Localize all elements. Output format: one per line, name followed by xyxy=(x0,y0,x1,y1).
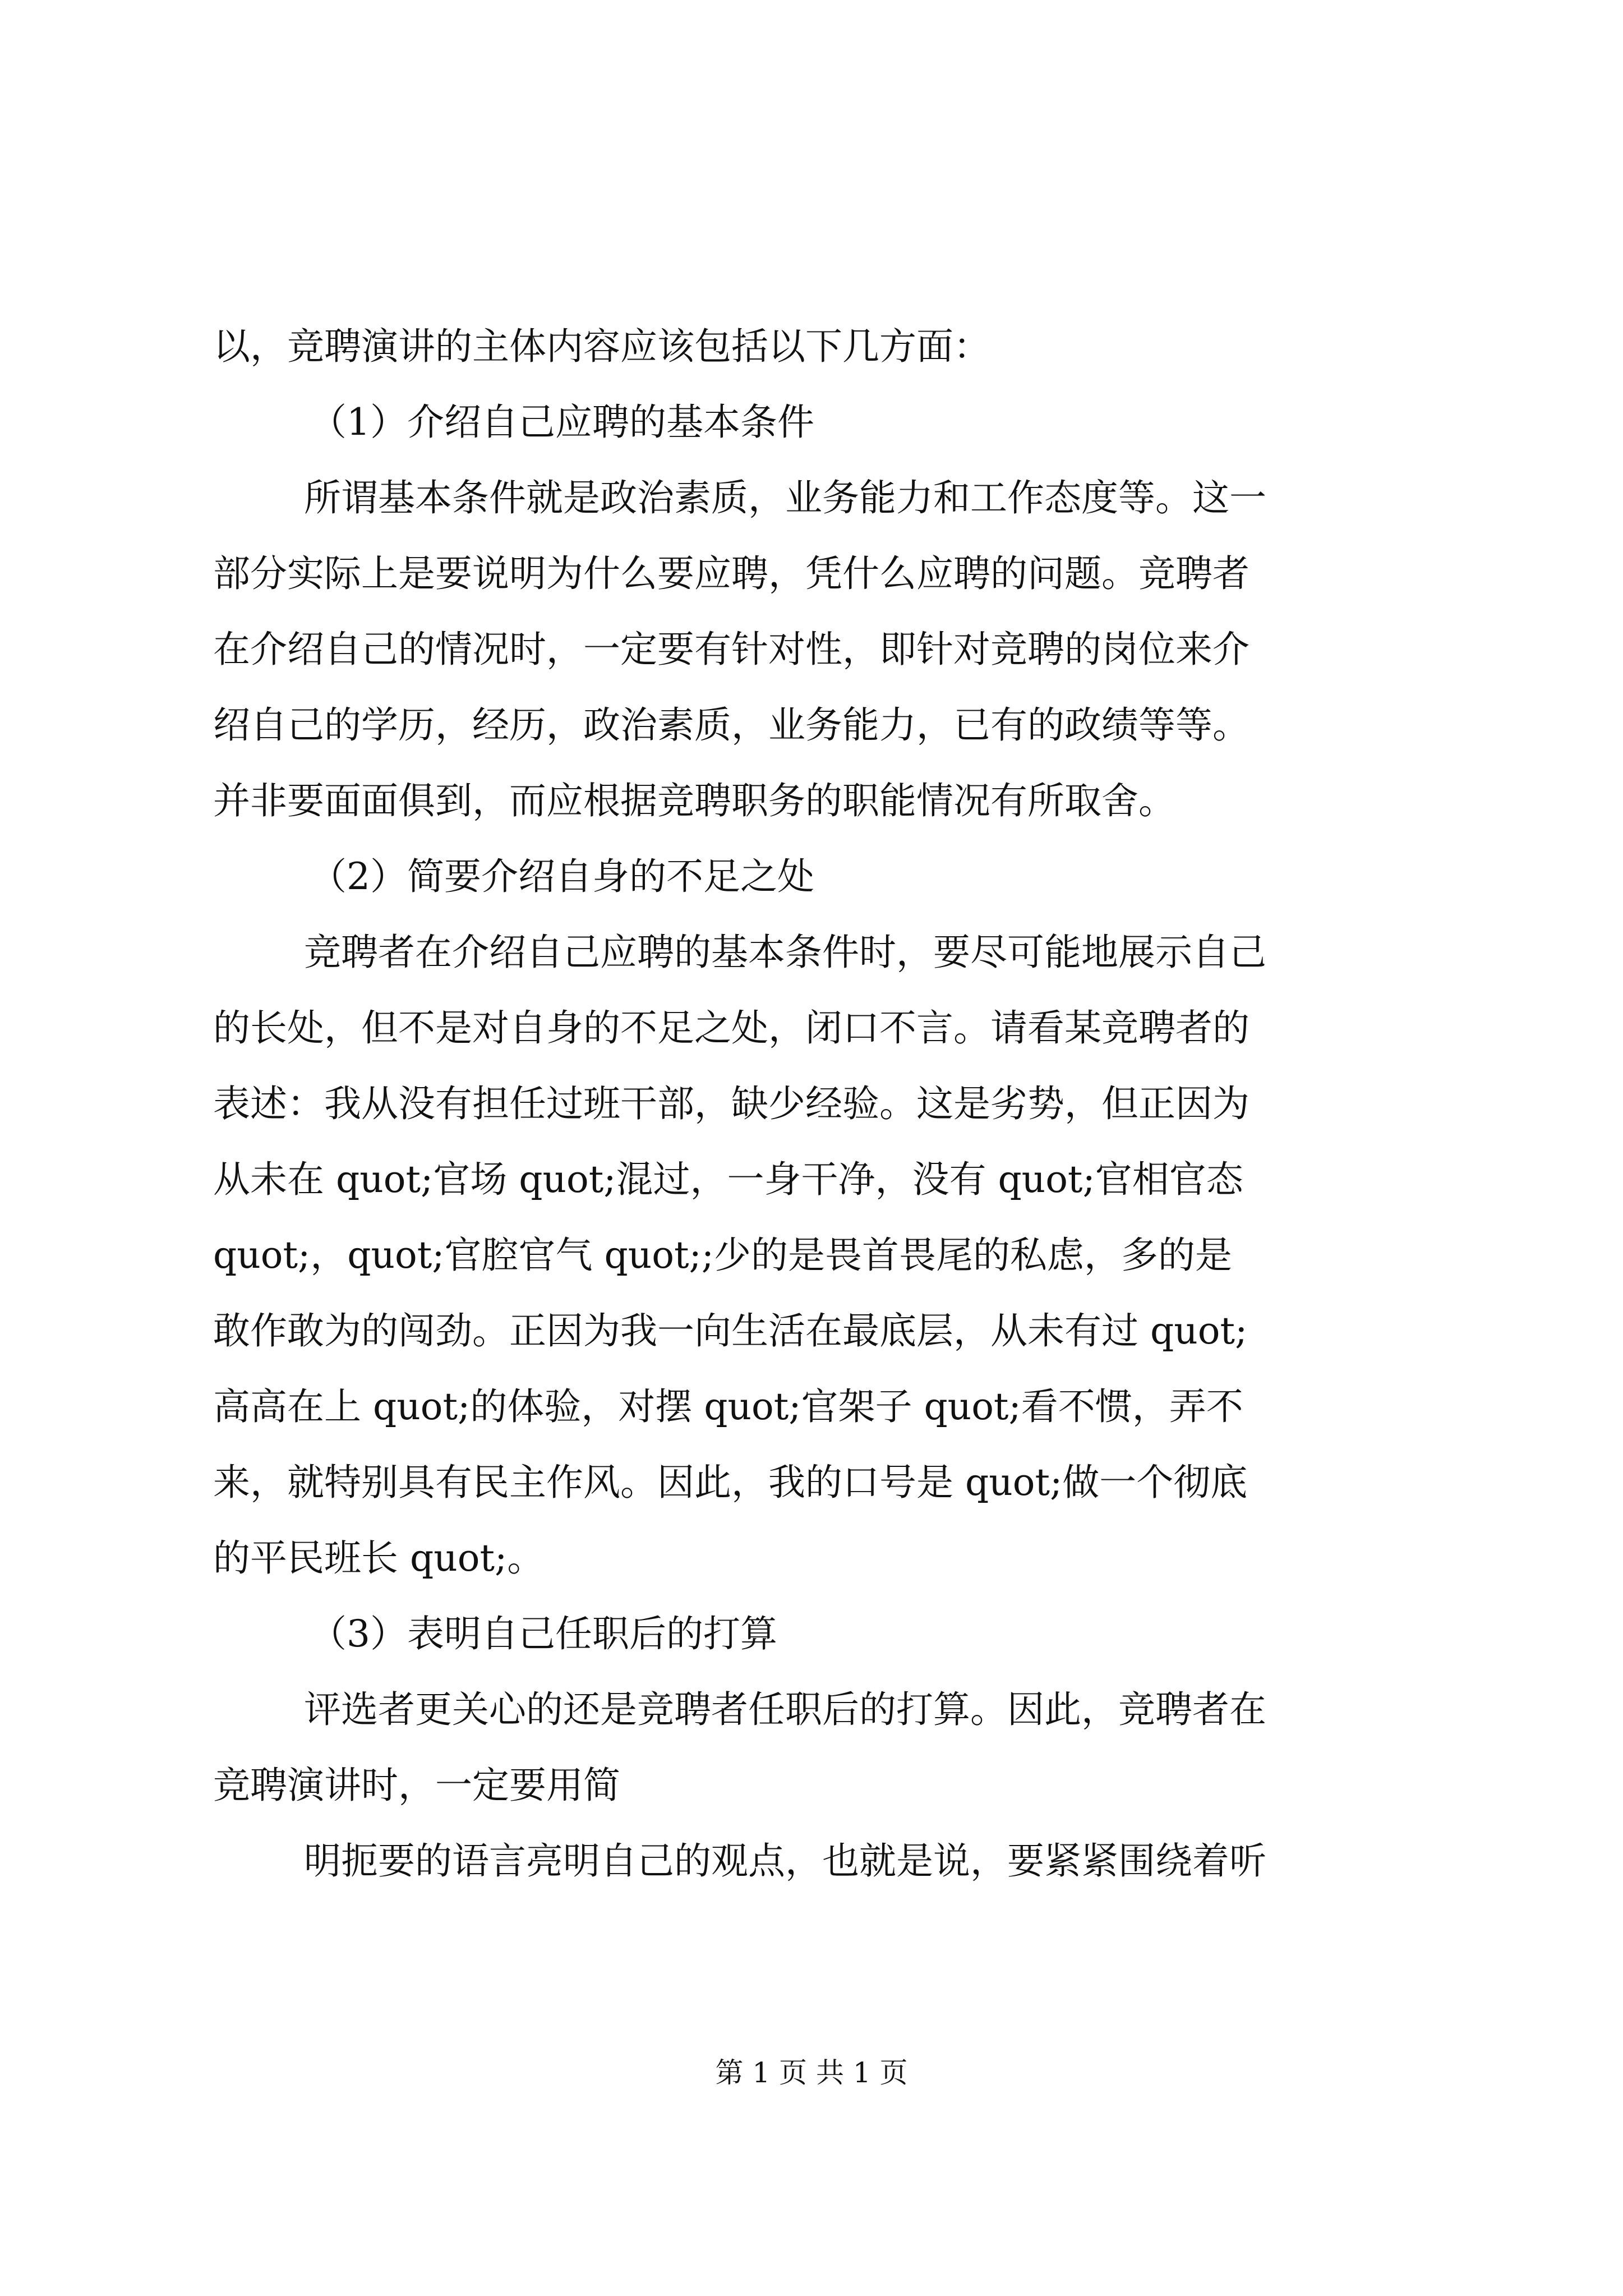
text-line-20: 竞聘演讲时，一定要用简 xyxy=(213,1764,620,1807)
text-line-14: 敢作敢为的闯劲。正因为我一向生活在最底层，从未有过 quot; xyxy=(213,1309,1248,1352)
text-line-11: 表述：我从没有担任过班干部，缺少经验。这是劣势，但正因为 xyxy=(213,1082,1249,1125)
text-line-7: 并非要面面俱到，而应根据竞聘职务的职能情况有所取舍。 xyxy=(213,779,1175,822)
text-line-4: 部分实际上是要说明为什么要应聘，凭什么应聘的问题。竞聘者 xyxy=(213,552,1249,595)
text-line-10: 的长处，但不是对自身的不足之处，闭口不言。请看某竞聘者的 xyxy=(213,1006,1249,1050)
text-line-5: 在介绍自己的情况时，一定要有针对性，即针对竞聘的岗位来介 xyxy=(213,628,1249,671)
text-line-15: 高高在上 quot;的体验，对摆 quot;官架子 quot;看不惯，弄不 xyxy=(213,1385,1243,1428)
text-line-8: （2）简要介绍自身的不足之处 xyxy=(310,855,814,898)
text-line-13: quot;，quot;官腔官气 quot;;少的是畏首畏尾的私虑，多的是 xyxy=(213,1234,1232,1277)
page-footer: 第 1 页 共 1 页 xyxy=(715,2056,908,2089)
text-line-21: 明扼要的语言亮明自己的观点，也就是说，要紧紧围绕着听 xyxy=(304,1839,1266,1883)
text-line-18: （3）表明自己任职后的打算 xyxy=(310,1612,777,1655)
text-line-17: 的平民班长 quot;。 xyxy=(213,1536,545,1580)
text-line-9: 竞聘者在介绍自己应聘的基本条件时，要尽可能地展示自己 xyxy=(304,931,1266,974)
text-line-3: 所谓基本条件就是政治素质，业务能力和工作态度等。这一 xyxy=(304,476,1266,519)
text-line-16: 来，就特别具有民主作风。因此，我的口号是 quot;做一个彻底 xyxy=(213,1461,1248,1504)
text-line-2: （1）介绍自己应聘的基本条件 xyxy=(310,401,814,444)
text-line-12: 从未在 quot;官场 quot;混过，一身干净，没有 quot;官相官态 xyxy=(213,1158,1243,1201)
text-line-19: 评选者更关心的还是竞聘者任职后的打算。因此，竞聘者在 xyxy=(304,1688,1266,1731)
text-line-1: 以，竞聘演讲的主体内容应该包括以下几方面： xyxy=(213,325,990,368)
text-line-6: 绍自己的学历，经历，政治素质，业务能力，已有的政绩等等。 xyxy=(213,703,1249,747)
